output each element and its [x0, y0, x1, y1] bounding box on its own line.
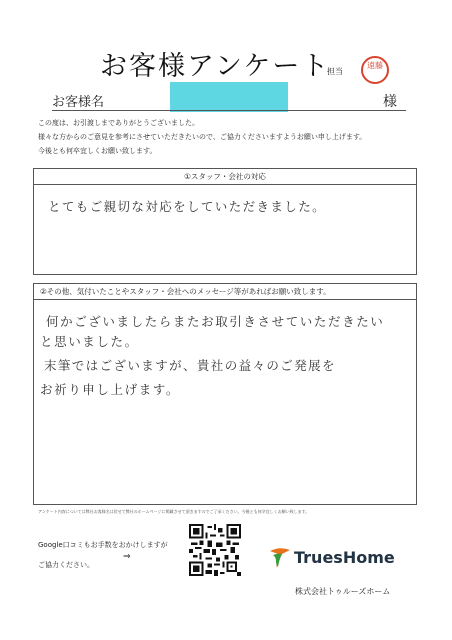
page-title: お客様アンケート [100, 51, 331, 82]
google-line-1: Google口コミもお手数をおかけしますが [38, 541, 168, 549]
question-1-box [33, 168, 417, 275]
redacted-name-block [170, 82, 288, 112]
intro-line-1: この度は、お引渡しまでありがとうございました。 [38, 119, 199, 127]
question-2-answer-line: と思いました。 [40, 334, 139, 349]
customer-name-label: お客様名 [52, 95, 105, 110]
customer-name-suffix: 様 [383, 94, 397, 110]
hanko-stamp: 遠藤 [361, 56, 389, 84]
name-underline [52, 110, 406, 111]
question-2-answer-line: 末筆ではございますが、貴社の益々のご発展を [44, 358, 336, 373]
question-2-box [33, 283, 417, 505]
qr-code-icon[interactable] [189, 524, 241, 576]
question-2-answer-line: お祈り申し上げます。 [40, 382, 181, 397]
google-line-2: ご協力ください。 [38, 561, 94, 569]
question-2-heading: ②その他、気付いたことやスタッフ・会社へのメッセージ等があればお願い致します。 [34, 284, 416, 300]
arrow-icon: ⇒ [123, 552, 131, 562]
intro-line-3: 今後とも何卒宜しくお願い致します。 [38, 147, 157, 155]
question-1-answer: とてもご親切な対応をしていただきました。 [48, 199, 327, 214]
tanto-label: 担当 [327, 67, 343, 76]
question-2-answer-line: 何かございましたらまたお取引きさせていただきたい [46, 314, 385, 329]
google-review-text [38, 535, 168, 575]
trueshome-logo-text: TruesHome [294, 548, 395, 567]
company-name: 株式会社トゥルーズホーム [295, 587, 391, 596]
trueshome-logo-icon [268, 545, 292, 569]
intro-line-2: 様々な方からのご意見を参考にさせていただきたいので、ご協力くださいますようお願い申し上げます。 [38, 133, 367, 141]
footer-note: アンケート内容については弊社お客様名は伏せて弊社のホームページに掲載させて頂きますのでご了承ください。今後とも何卒宜しくお願い致します。 [38, 509, 310, 514]
intro-text [38, 116, 366, 158]
question-1-heading: ①スタッフ・会社の対応 [34, 169, 416, 185]
